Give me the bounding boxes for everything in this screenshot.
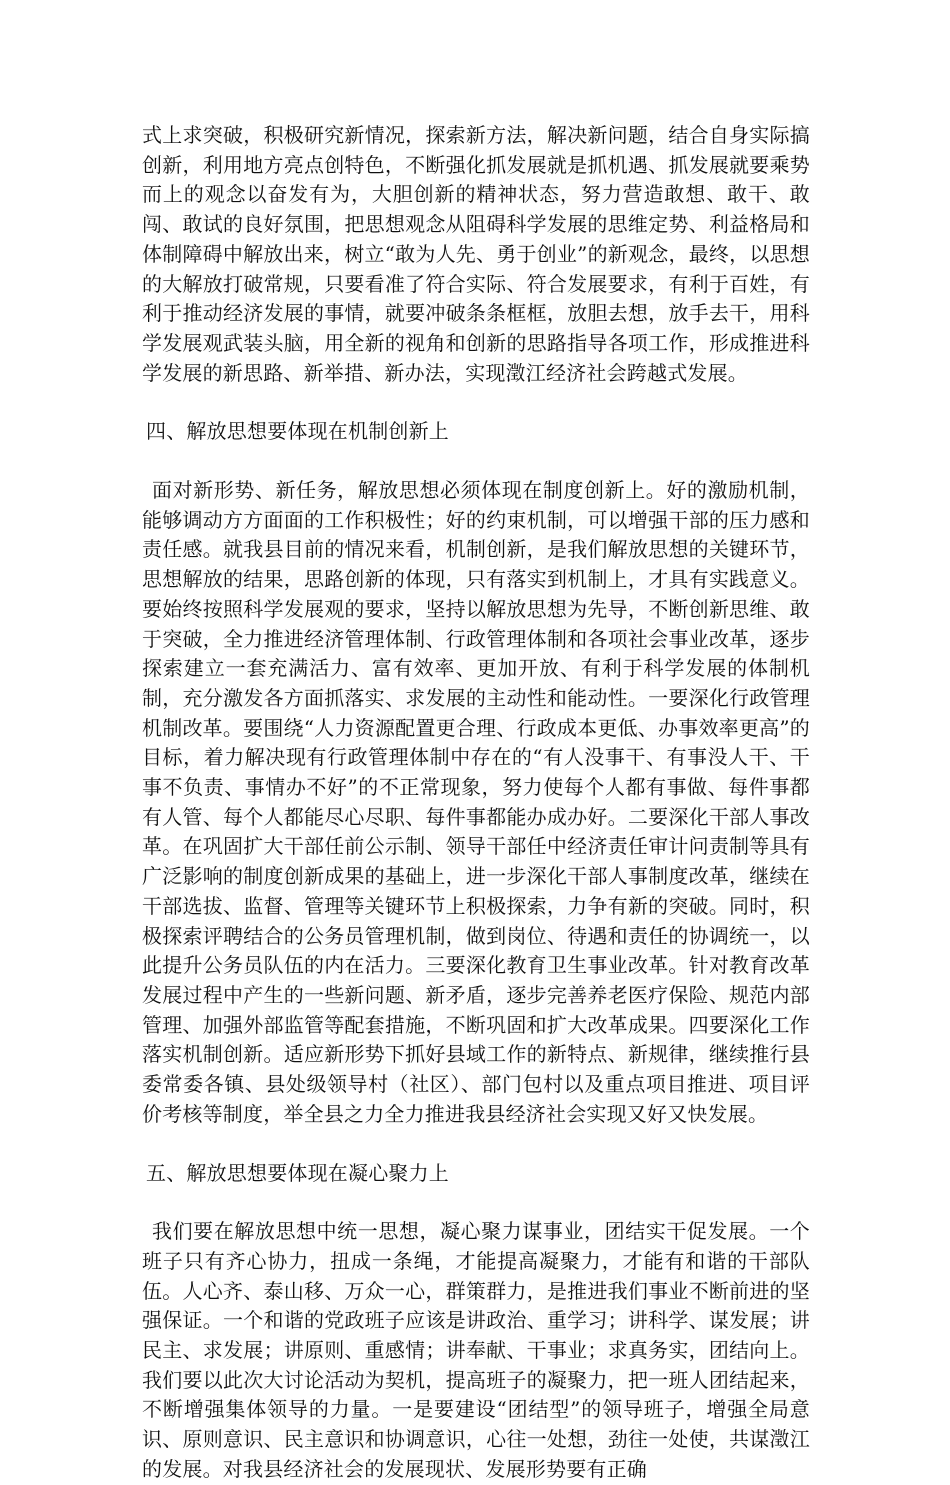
section-heading-5: 五、解放思想要体现在凝心聚力上: [146, 1160, 449, 1185]
paragraph-continuation: 式上求突破，积极研究新情况，探索新方法，解决新问题，结合自身实际搞创新，利用地方亮点创特色，不断强化抓发展就是抓机遇、抓发展就要乘势而上的观念以奋发有为，大胆创新的精神状态，努力营造敢想、敢干、敢闯、敢试的良好氛围，把思想观念从阻碍科学发展的思维定势、利益格局和体制障碍中解放出来，树立“敢为人先、勇于创业”的新观念，最终，以思想的大解放打破常规，只要看准了符合实际、符合发展要求，有利于百姓，有利于推动经济发展的事情，就要冲破条条框框，放胆去想，放手去干，用科学发展观武装头脑，用全新的视角和创新的思路指导各项工作，形成推进科学发展的新思路、新举措、新办法，实现澂江经济社会跨越式发展。: [142, 123, 810, 385]
paragraph-cohesion: 我们要在解放思想中统一思想，凝心聚力谋事业，团结实干促发展。一个班子只有齐心协力，扭成一条绳，才能提高凝聚力，才能有和谐的干部队伍。人心齐、泰山移、万众一心，群策群力，是推进我们事业不断前进的坚强保证。一个和谐的党政班子应该是讲政治、重学习；讲科学、谋发展；讲民主、求发展；讲原则、重感情；讲奉献、干事业；求真务实，团结向上。我们要以此次大讨论活动为契机，提高班子的凝聚力，把一班人团结起来，不断增强集体领导的力量。一是要建设“团结型”的领导班子，增强全局意识、原则意识、民主意识和协调意识，心往一处想，劲往一处使，共谋澂江的发展。对我县经济社会的发展现状、发展形势要有正确: [142, 1219, 810, 1481]
section-heading-4: 四、解放思想要体现在机制创新上: [146, 419, 449, 444]
document-body: [142, 121, 810, 1485]
paragraph-mechanism-innovation: 面对新形势、新任务，解放思想必须体现在制度创新上。好的激励机制，能够调动方方面面的工作积极性；好的约束机制，可以增强干部的压力感和责任感。就我县目前的情况来看，机制创新，是我们解放思想的关键环节，思想解放的结果，思路创新的体现，只有落实到机制上，才具有实践意义。要始终按照科学发展观的要求，坚持以解放思想为先导，不断创新思维、敢于突破，全力推进经济管理体制、行政管理体制和各项社会事业改革，逐步探索建立一套充满活力、富有效率、更加开放、有利于科学发展的体制机制，充分激发各方面抓落实、求发展的主动性和能动性。一要深化行政管理机制改革。要围绕“人力资源配置更合理、行政成本更低、办事效率更高”的目标，着力解决现有行政管理体制中存在的“有人没事干、有事没人干、干事不负责、事情办不好”的不正常现象，努力使每个人都有事做、每件事都有人管、每个人都能尽心尽职、每件事都能办成办好。二要深化干部人事改革。在巩固扩大干部任前公示制、领导干部任中经济责任审计问责制等具有广泛影响的制度创新成果的基础上，进一步深化干部人事制度改革，继续在干部选拔、监督、管理等关键环节上积极探索，力争有新的突破。同时，积极探索评聘结合的公务员管理机制，做到岗位、待遇和责任的协调统一，以此提升公务员队伍的内在活力。三要深化教育卫生事业改革。针对教育改革发展过程中产生的一些新问题、新矛盾，逐步完善养老医疗保险、规范内部管理、加强外部监管等配套措施，不断巩固和扩大改革成果。四要深化工作落实机制创新。适应新形势下抓好县域工作的新特点、新规律，继续推行县委常委各镇、县处级领导村（社区）、部门包村以及重点项目推进、项目评价考核等制度，举全县之力全力推进我县经济社会实现又好又快发展。: [142, 478, 810, 1126]
